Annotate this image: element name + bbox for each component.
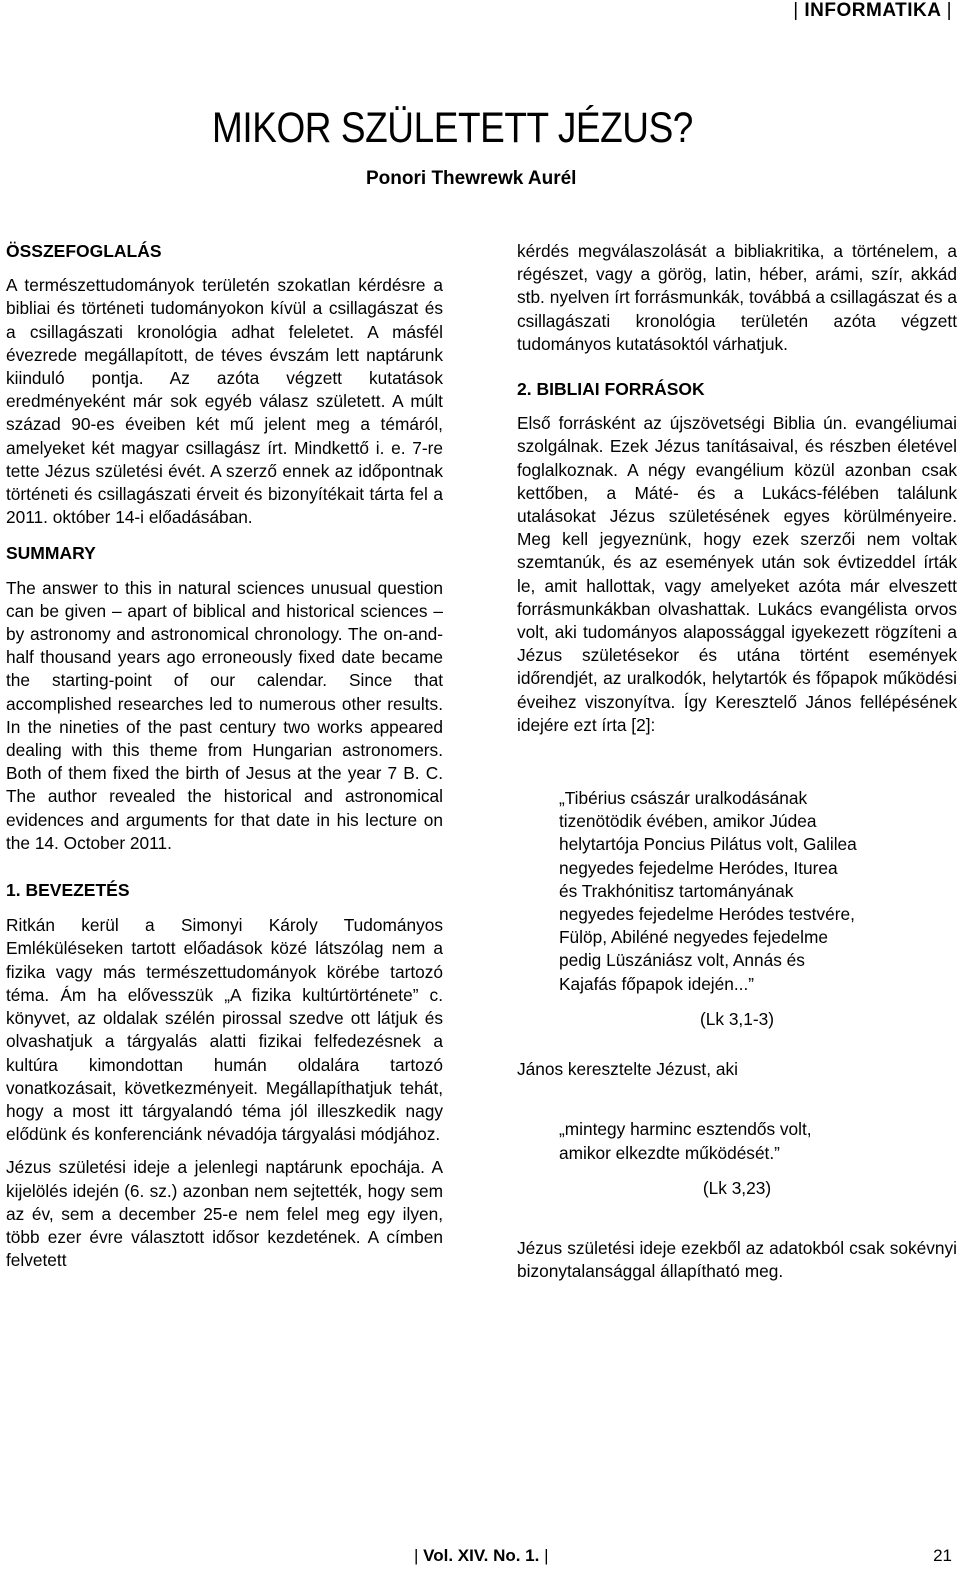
abstract-heading: ÖSSZEFOGLALÁS (6, 241, 162, 261)
intro-paragraph-2: Jézus születési ideje a jelenlegi naptárunk epochája. A kijelölés idején (6. sz.) azonban nem sejtették, hogy sem az év, sem a december 25-e nem felel meg egy ilyen, több ezer évre választott idősor kezdetének. A címben felvetett (6, 1157, 443, 1271)
footer-volume: | Vol. XIV. No. 1. | (414, 1546, 549, 1565)
intro-paragraph-1: Ritkán kerül a Simonyi Károly Tudományos Emléküléseken tartott előadások közé látszólag nem a fizika vagy más természettudományok körébe tartozó téma. Ám ha elővesszük „A fizika kultúrtörténete” c. könyvet, az oldalak szélén pirossal szedve ott látjuk és olvashatjuk a tárgyalás alatti fizikai felfedezésnek a kultúra kimondottan humán oldalára tartozó vonatkozásait, következményeit. Megállapíthatjuk tehát, hogy a most itt tárgyalandó téma jól illeszkedik nagy elődünk és konferenciánk névadója tárgyalási módjához. (6, 915, 443, 1145)
sources-heading: 2. BIBLIAI FORRÁSOK (517, 379, 705, 400)
section-name: INFORMATIKA (804, 0, 941, 21)
article-author: Ponori Thewrewk Aurél (366, 168, 577, 189)
intro-heading: 1. BEVEZETÉS (6, 880, 130, 901)
section-header: | INFORMATIKA | (793, 0, 952, 21)
summary-heading: SUMMARY (6, 543, 96, 564)
right-column (517, 240, 957, 1283)
sources-paragraph: Első forrásként az újszövetségi Biblia ún. evangéliumai szolgálnak. Ezek Jézus tanításaival, és részben életével foglalkoznak. A négy evangélium közül azonban csak kettőben, a Máté- és a Lukács-félében találunk utalásokat Jézus születésének egyes körülményeire. Meg kell jegyeznünk, hogy ezek szerzői nem voltak szemtanúk, és az események után sok évtizeddel írták le, amit hallottak, vagy amelyeket azóta már elveszett forrásmunkákban olvashattak. Lukács evangélista orvos volt, aki tudományos alapossággal igyekezett rögzíteni a Jézus születésekor és utána történt események időrendjét, az uralkodók, helytartók és főpapok működési éveihez viszonyítva. Így Keresztelő János fellépésének idejére ezt írta [2]: (517, 413, 957, 735)
left-column (6, 240, 443, 1272)
quote-luke-3-1: „Tibérius császár uralkodásának tizenötödik évében, amikor Júdea helytartója Poncius Pilátus volt, Galilea negyedes fejedelme Heródes, Iturea és Trakhónitisz tartományának negyedes fejedelme Heródes testvére, Fülöp, Abiléné negyedes fejedelme pedig Lüszániász volt, Annás és Kajafás főpapok idején...” (559, 788, 857, 994)
citation-1: (Lk 3,1-3) (700, 1008, 774, 1029)
conclusion-paragraph: Jézus születési ideje ezekből az adatokból csak sokévnyi bizonytalansággal állapítható meg. (517, 1237, 957, 1282)
page-number: 21 (933, 1546, 952, 1565)
baptism-paragraph: János keresztelte Jézust, aki (517, 1059, 738, 1080)
continued-paragraph: kérdés megválaszolását a bibliakritika, a történelem, a régészet, vagy a görög, latin, héber, arámi, szír, akkád stb. nyelven írt forrásmunkák, továbbá a csillagászat és a csillagászati kronológia területén azóta végzett tudományos kutatásoktól várhatjuk. (517, 241, 957, 354)
quote-luke-3-23: „mintegy harminc esztendős volt, amikor elkezdte működését.” (559, 1119, 812, 1163)
citation-2: (Lk 3,23) (702, 1177, 772, 1198)
abstract-text: A természettudományok területén szokatlan kérdésre a bibliai és történeti tudományokon kívül a csillagászat és a csillagászati kronológia adhat feleletet. A másfél évezrede megállapított, de téves évszám lett naptárunk kiinduló pontja. Az azóta végzett kutatások eredményeként már sok egyéb válasz született. A múlt század 90-es éveiben két mű jelent meg a témáról, amelyeket két magyar csillagász írt. Mindkettő i. e. 7-re tette Jézus születési évét. A szerző ennek az időpontnak történeti és csillagászati érveit és bizonyítékait tárta fel a 2011. október 14-i előadásában. (6, 275, 443, 528)
article-title: MIKOR SZÜLETETT JÉZUS? (212, 104, 693, 152)
summary-text: The answer to this in natural sciences unusual question can be given – apart of biblical and historical sciences – by astronomy and astronomical chronology. The on-and-half thousand years ago erroneously fixed date became the starting-point of our calendar. Since that accomplished researches led to numerous other results. In the nineties of the past century two works appeared dealing with this theme from Hungarian astronomers. Both of them fixed the birth of Jesus at the year 7 B. C. The author revealed the historical and astronomical evidences and arguments for that date in his lecture on the 14. October 2011. (6, 577, 443, 853)
